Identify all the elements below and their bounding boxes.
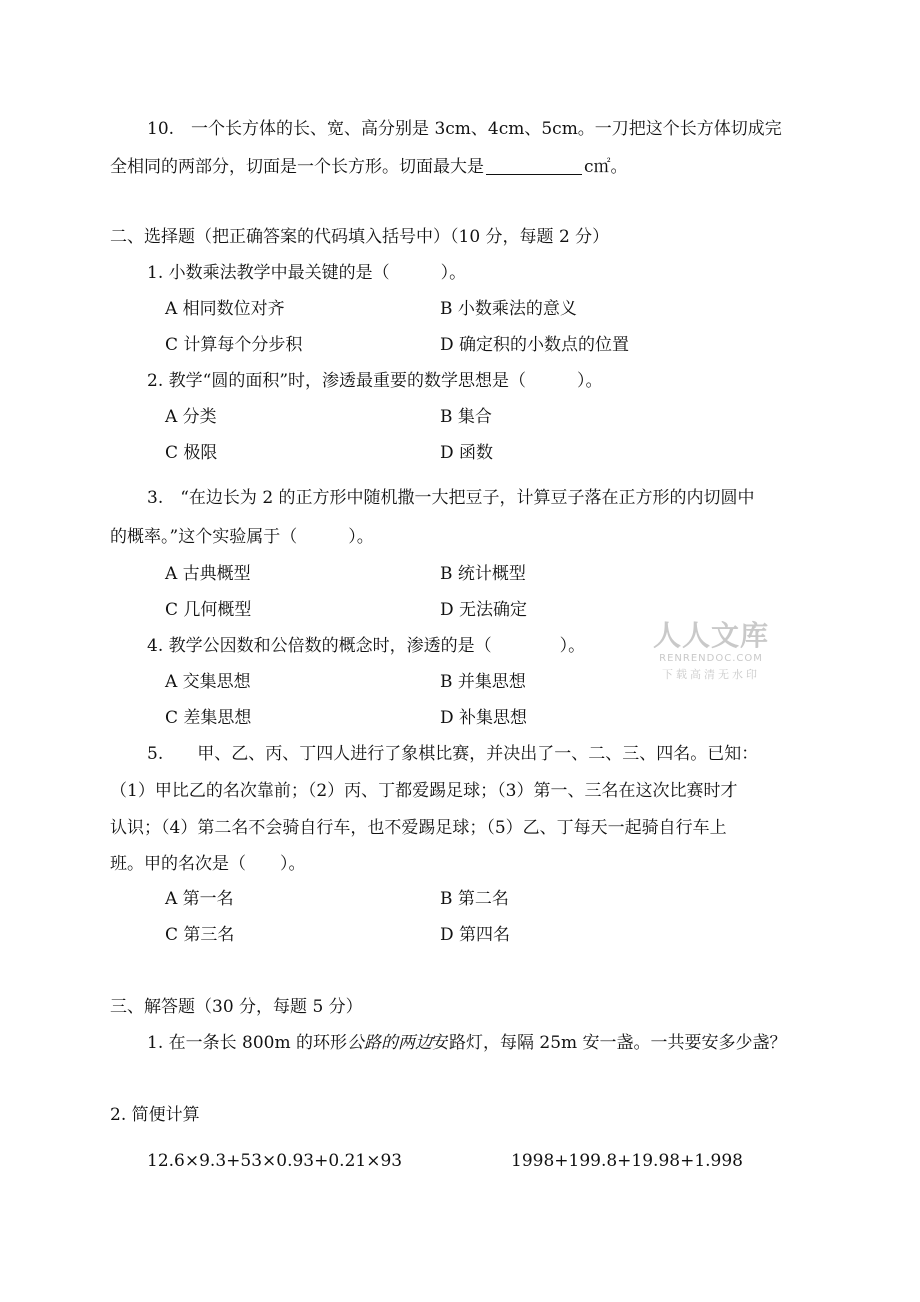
s2-q5-option-c: C 第三名: [165, 925, 235, 945]
s2-q5-option-d: D 第四名: [440, 925, 511, 945]
s3-q2-title: 2. 简便计算: [110, 1105, 200, 1125]
s2-q5-line4: 班。甲的名次是（ ）。: [110, 854, 306, 874]
s2-q2-option-a: A 分类: [165, 407, 217, 427]
q10-line2-suffix: c㎡。: [584, 157, 628, 177]
s2-q5-option-b: B 第二名: [440, 889, 509, 909]
q10-line2: [110, 158, 628, 176]
s2-q4-option-d: D 补集思想: [440, 708, 528, 728]
s2-q5-line1: 5. 甲、乙、丙、丁四人进行了象棋比赛，并决出了一、二、三、四名。已知：: [147, 744, 759, 764]
s2-q2-option-d: D 函数: [440, 443, 494, 463]
watermark-cn: 人人文库: [652, 619, 769, 652]
section3-title: 三、解答题（30 分，每题 5 分）: [110, 997, 363, 1017]
s2-q3-option-a: A 古典概型: [165, 564, 251, 584]
s2-q4-option-b: B 并集思想: [440, 672, 526, 692]
s2-q3-option-d: D 无法确定: [440, 600, 528, 620]
q10-line1: 10. 一个长方体的长、宽、高分别是 3cm、4cm、5cm。一刀把这个长方体切成完: [147, 119, 782, 139]
s3-q1: [147, 1035, 787, 1052]
s3-q1-part1: 1. 在一条长 800m 的环形: [147, 1033, 347, 1053]
s2-q2-stem: 2. 教学“圆的面积”时，渗透最重要的数学思想是（ ）。: [147, 371, 603, 391]
s2-q4-option-c: C 差集思想: [165, 708, 252, 728]
s2-q2-option-b: B 集合: [440, 407, 492, 427]
s2-q1-option-d: D 确定积的小数点的位置: [440, 335, 630, 355]
s3-q2-expr1: 12.6×9.3+53×0.93+0.21×93: [147, 1151, 403, 1171]
s2-q1-option-a: A 相同数位对齐: [165, 299, 285, 319]
s2-q3-line2: 的概率。”这个实验属于（ ）。: [110, 527, 374, 547]
s2-q4-option-a: A 交集思想: [165, 672, 251, 692]
s2-q3-line1: 3. “在边长为 2 的正方形中随机撒一大把豆子，计算豆子落在正方形的内切圆中: [147, 488, 755, 508]
s2-q5-option-a: A 第一名: [165, 889, 234, 909]
s2-q3-option-c: C 几何概型: [165, 600, 252, 620]
watermark-sub: 下载高清无水印: [662, 668, 760, 681]
s2-q1-option-b: B 小数乘法的意义: [440, 299, 577, 319]
s2-q4-stem: 4. 教学公因数和公倍数的概念时，渗透的是（ ）。: [147, 636, 586, 656]
s2-q3-option-b: B 统计概型: [440, 564, 526, 584]
s2-q5-line2: （1）甲比乙的名次靠前；（2）丙、丁都爱踢足球；（3）第一、三名在这次比赛时才: [110, 781, 738, 801]
s2-q5-line3: 认识；（4）第二名不会骑自行车，也不爱踢足球；（5）乙、丁每天一起骑自行车上: [110, 818, 727, 838]
watermark-en: RENRENDOC.COM: [659, 653, 763, 664]
s2-q2-option-c: C 极限: [165, 443, 218, 463]
s2-q1-stem: 1. 小数乘法教学中最关键的是（ ）。: [147, 263, 467, 283]
s2-q1-option-c: C 计算每个分步积: [165, 335, 303, 355]
s3-q1-part2: 公路的两边: [347, 1033, 432, 1053]
q10-line2-prefix: 全相同的两部分，切面是一个长方形。切面最大是: [110, 157, 484, 177]
answer-blank: [486, 158, 582, 175]
section2-title: 二、选择题（把正确答案的代码填入括号中）（10 分，每题 2 分）: [110, 227, 610, 247]
s3-q1-part3: 安路灯，每隔 25m 安一盏。一共要安多少盏？: [432, 1033, 787, 1053]
s3-q2-expr2: 1998+199.8+19.98+1.998: [511, 1151, 743, 1171]
watermark-logo: [646, 619, 776, 682]
